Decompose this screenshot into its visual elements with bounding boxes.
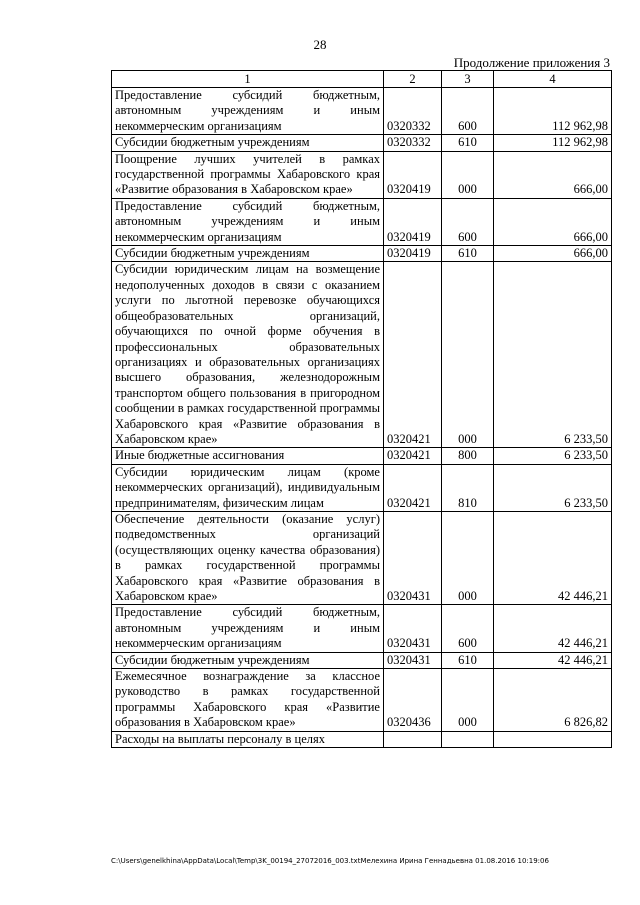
row-code: 0320421 [384, 262, 442, 448]
row-code: 0320431 [384, 511, 442, 604]
row-amount: 6 826,82 [494, 669, 612, 732]
table-row [112, 151, 612, 198]
row-type: 610 [442, 652, 494, 668]
table-row [112, 262, 612, 448]
row-code [384, 731, 442, 747]
row-code: 0320431 [384, 605, 442, 652]
row-amount: 42 446,21 [494, 511, 612, 604]
row-amount: 6 233,50 [494, 448, 612, 464]
row-type: 610 [442, 246, 494, 262]
file-path-footer: C:\Users\genelkhina\AppData\Local\Temp\3K_00194_27072016_003.txtМелехина Ирина Геннадьевна 01.08.2016 10:19:06 [111, 857, 549, 865]
row-type: 600 [442, 605, 494, 652]
row-code: 0320421 [384, 464, 442, 511]
row-amount: 112 962,98 [494, 135, 612, 151]
budget-table [111, 70, 612, 748]
row-code: 0320431 [384, 652, 442, 668]
row-amount: 666,00 [494, 151, 612, 198]
row-name: Субсидии бюджетным учреждениям [112, 246, 384, 262]
row-amount: 666,00 [494, 246, 612, 262]
row-type: 800 [442, 448, 494, 464]
row-type: 810 [442, 464, 494, 511]
page-number: 28 [313, 37, 327, 52]
row-name: Субсидии юридическим лицам (кроме некоммерческих организаций), индивидуальным предпринимателям, физическим лицам [112, 464, 384, 511]
header-col-1: 1 [112, 71, 384, 88]
header-col-4: 4 [494, 71, 612, 88]
table-row [112, 88, 612, 135]
row-name: Поощрение лучших учителей в рамках государственной программы Хабаровского края «Развитие образования в Хабаровском крае» [112, 151, 384, 198]
table-row [112, 198, 612, 245]
row-name: Расходы на выплаты персоналу в целях [112, 731, 384, 747]
row-code: 0320332 [384, 135, 442, 151]
table-row [112, 246, 612, 262]
row-code: 0320332 [384, 88, 442, 135]
row-name: Иные бюджетные ассигнования [112, 448, 384, 464]
row-code: 0320419 [384, 246, 442, 262]
row-amount: 6 233,50 [494, 464, 612, 511]
row-amount: 666,00 [494, 198, 612, 245]
table-row [112, 669, 612, 732]
table-row [112, 464, 612, 511]
row-type: 000 [442, 669, 494, 732]
continuation-label: Продолжение приложения 3 [453, 55, 610, 70]
row-type [442, 731, 494, 747]
table-row [112, 511, 612, 604]
table-row [112, 605, 612, 652]
row-code: 0320421 [384, 448, 442, 464]
header-col-3: 3 [442, 71, 494, 88]
row-amount: 42 446,21 [494, 652, 612, 668]
row-name: Субсидии бюджетным учреждениям [112, 135, 384, 151]
row-code: 0320419 [384, 198, 442, 245]
row-amount [494, 731, 612, 747]
row-name: Обеспечение деятельности (оказание услуг) подведомственных организаций (осуществляющих оценку качества образования) в рамках государственной программы Хабаровского края «Развитие образования в Хабаровском крае» [112, 511, 384, 604]
row-amount: 112 962,98 [494, 88, 612, 135]
row-type: 000 [442, 262, 494, 448]
header-row [112, 71, 612, 88]
table-body [112, 88, 612, 748]
row-name: Предоставление субсидий бюджетным, автономным учреждениям и иным некоммерческим организациям [112, 198, 384, 245]
row-name: Ежемесячное вознаграждение за классное руководство в рамках государственной программы Хабаровского края «Развитие образования в Хабаровском крае» [112, 669, 384, 732]
row-type: 600 [442, 88, 494, 135]
table-row [112, 135, 612, 151]
row-type: 610 [442, 135, 494, 151]
row-amount: 42 446,21 [494, 605, 612, 652]
header-col-2: 2 [384, 71, 442, 88]
row-name: Субсидии юридическим лицам на возмещение недополученных доходов в связи с оказанием услуги по льготной перевозке обучающихся общеобразовательных организаций, обучающихся по очной форме обучения в профессиональных образовательных организациях и образовательных организациях высшего образования, железнодорожным транспортом общего пользования в пригородном сообщении в рамках государственной программы Хабаровского края «Развитие образования в Хабаровском крае» [112, 262, 384, 448]
row-type: 000 [442, 511, 494, 604]
table-row [112, 731, 612, 747]
table-row [112, 448, 612, 464]
row-type: 000 [442, 151, 494, 198]
row-type: 600 [442, 198, 494, 245]
row-name: Субсидии бюджетным учреждениям [112, 652, 384, 668]
row-code: 0320436 [384, 669, 442, 732]
row-amount: 6 233,50 [494, 262, 612, 448]
row-name: Предоставление субсидий бюджетным, автономным учреждениям и иным некоммерческим организациям [112, 88, 384, 135]
table-row [112, 652, 612, 668]
row-code: 0320419 [384, 151, 442, 198]
row-name: Предоставление субсидий бюджетным, автономным учреждениям и иным некоммерческим организациям [112, 605, 384, 652]
